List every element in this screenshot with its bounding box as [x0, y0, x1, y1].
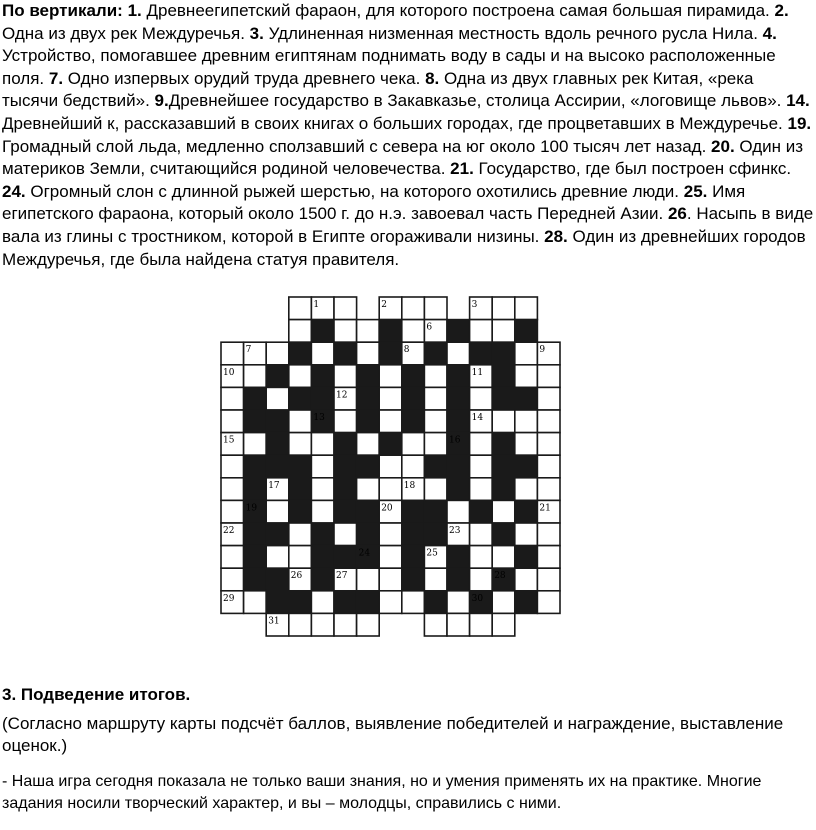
- clue-text: Древнейший к, рассказавший в своих книгах о больших городах, где процветавших в Междуречье.: [2, 113, 788, 133]
- crossword-number: 29: [223, 593, 235, 604]
- crossword-number: 9: [539, 345, 546, 356]
- crossword-cell: [379, 523, 402, 546]
- crossword-cell: [402, 591, 425, 614]
- crossword-black-cell: [447, 387, 470, 410]
- crossword-cell: [402, 433, 425, 456]
- crossword-cell: [379, 410, 402, 433]
- crossword-cell: [379, 478, 402, 501]
- crossword-cell: [311, 433, 334, 456]
- crossword-cell: [492, 410, 515, 433]
- crossword-cell: [492, 591, 515, 614]
- clue-number: 25.: [683, 181, 708, 201]
- crossword-black-cell: [357, 455, 380, 478]
- crossword-black-cell: [311, 320, 334, 343]
- clue-number: 7.: [48, 68, 64, 88]
- crossword-black-cell: [447, 410, 470, 433]
- crossword-black-cell: [402, 568, 425, 591]
- crossword-number: 28: [494, 571, 506, 582]
- crossword-cell: [244, 433, 267, 456]
- crossword-cell: [515, 342, 538, 365]
- crossword-cell: [492, 297, 515, 320]
- crossword-black-cell: [334, 433, 357, 456]
- crossword-cell: [402, 297, 425, 320]
- crossword-black-cell: [266, 568, 289, 591]
- crossword-number: 26: [290, 571, 303, 582]
- crossword-black-cell: [244, 523, 267, 546]
- crossword-black-cell: [379, 342, 402, 365]
- crossword-black-cell: [515, 591, 538, 614]
- crossword-black-cell: [492, 365, 515, 388]
- crossword-cell: [357, 613, 380, 636]
- crossword-black-cell: [311, 365, 334, 388]
- crossword-cell: [470, 320, 493, 343]
- clue-text: Имя египетского фараона, который около 1500 г. до н.э. завоевал часть Передней Азии.: [2, 181, 746, 224]
- crossword-black-cell: [402, 365, 425, 388]
- crossword-black-cell: [289, 387, 312, 410]
- crossword-cell: [266, 500, 289, 523]
- clue-text: Одна из двух рек Междуречья.: [2, 23, 250, 43]
- crossword-black-cell: [311, 546, 334, 569]
- crossword-cell: [334, 613, 357, 636]
- crossword-number: 12: [336, 390, 348, 401]
- crossword-cell: [537, 478, 560, 501]
- crossword-cell: [424, 410, 447, 433]
- crossword-black-cell: [266, 365, 289, 388]
- crossword-number: 6: [426, 322, 433, 333]
- crossword-cell: [289, 410, 312, 433]
- crossword-black-cell: [424, 523, 447, 546]
- crossword-black-cell: [424, 591, 447, 614]
- crossword-black-cell: [357, 387, 380, 410]
- crossword-number: 18: [403, 480, 416, 491]
- crossword-black-cell: [244, 568, 267, 591]
- crossword-cell: [424, 478, 447, 501]
- crossword-black-cell: [492, 342, 515, 365]
- crossword-cell: [515, 478, 538, 501]
- crossword-cell: [311, 478, 334, 501]
- crossword-black-cell: [424, 342, 447, 365]
- crossword-cell: [447, 613, 470, 636]
- crossword-cell: [492, 613, 515, 636]
- crossword-number: 17: [268, 480, 280, 491]
- crossword-black-cell: [447, 568, 470, 591]
- crossword-black-cell: [334, 455, 357, 478]
- crossword-black-cell: [244, 410, 267, 433]
- crossword-cell: [244, 365, 267, 388]
- crossword-cell: [537, 365, 560, 388]
- clue-number: 20.: [711, 136, 735, 156]
- crossword-cell: [289, 523, 312, 546]
- crossword-cell: [266, 342, 289, 365]
- crossword-black-cell: [266, 455, 289, 478]
- section-text: - Наша игра сегодня показала не только ваши знания, но и умения применять их на практике. Многие задания носили творческий характер, и вы – молодцы, справились с ними.: [2, 773, 762, 812]
- crossword-cell: [492, 500, 515, 523]
- crossword-black-cell: [357, 365, 380, 388]
- crossword-cell: [402, 320, 425, 343]
- clues-heading: По вертикали:: [2, 1, 123, 20]
- crossword-black-cell: [289, 500, 312, 523]
- crossword-number: 3: [471, 300, 478, 310]
- clue-number: 14.: [786, 91, 810, 111]
- crossword-cell: [424, 297, 447, 320]
- crossword-black-cell: [289, 591, 312, 614]
- crossword-black-cell: [244, 478, 267, 501]
- clue-number: 21.: [450, 159, 474, 179]
- crossword-black-cell: [244, 455, 267, 478]
- crossword-cell: [470, 546, 493, 569]
- crossword-cell: [266, 387, 289, 410]
- crossword-cell: [334, 523, 357, 546]
- crossword-black-cell: [447, 478, 470, 501]
- crossword-number: 21: [539, 503, 551, 514]
- crossword-cell: [515, 297, 538, 320]
- crossword-cell: [470, 433, 493, 456]
- crossword-cell: [379, 568, 402, 591]
- crossword-black-cell: [334, 500, 357, 523]
- clue-number: 3.: [249, 23, 264, 43]
- crossword-cell: [311, 613, 334, 636]
- crossword-cell: [221, 410, 244, 433]
- crossword-black-cell: [447, 320, 470, 343]
- crossword-cell: [424, 433, 447, 456]
- crossword-black-cell: [402, 546, 425, 569]
- clue-number: 9.: [154, 91, 169, 111]
- crossword-black-cell: [334, 478, 357, 501]
- crossword-cell: [289, 546, 312, 569]
- crossword-number: 20: [381, 503, 393, 514]
- crossword-cell: [311, 342, 334, 365]
- clue-number: 19.: [787, 113, 812, 133]
- clue-text: Один из древнейших городов Междуречья, где была найдена статуя правителя.: [2, 226, 806, 269]
- crossword-cell: [424, 365, 447, 388]
- clue-number: 26: [667, 204, 687, 224]
- crossword-black-cell: [379, 433, 402, 456]
- crossword-cell: [402, 455, 425, 478]
- crossword-black-cell: [244, 546, 267, 569]
- crossword-cell: [221, 342, 244, 365]
- crossword-cell: [537, 568, 560, 591]
- crossword-number: 30: [471, 593, 484, 604]
- crossword-number: 10: [223, 367, 235, 378]
- crossword-cell: [470, 455, 493, 478]
- crossword-cell: [537, 591, 560, 614]
- clue-text: Громадный слой льда, медленно сползавший с севера на юг около 100 тысяч лет назад.: [2, 136, 712, 156]
- crossword-black-cell: [424, 500, 447, 523]
- section-note: (Согласно маршруту карты подсчёт баллов, выявление победителей и награждение, выставление оценок.): [2, 714, 784, 755]
- crossword-cell: [515, 568, 538, 591]
- crossword-black-cell: [515, 455, 538, 478]
- crossword-cell: [447, 591, 470, 614]
- crossword-cell: [537, 546, 560, 569]
- clue-text: Огромный слон с длинной рыжей шерстью, на которого охотились древние люди.: [25, 181, 684, 201]
- crossword-cell: [379, 387, 402, 410]
- crossword-black-cell: [492, 478, 515, 501]
- crossword-black-cell: [311, 523, 334, 546]
- clue-text: Государство, где был построен сфинкс.: [473, 159, 792, 179]
- crossword-black-cell: [424, 455, 447, 478]
- crossword-black-cell: [447, 455, 470, 478]
- crossword-number: 7: [245, 345, 252, 356]
- crossword-cell: [537, 433, 560, 456]
- crossword-cell: [311, 455, 334, 478]
- crossword-cell: [334, 365, 357, 388]
- crossword-black-cell: [492, 455, 515, 478]
- crossword-black-cell: [515, 546, 538, 569]
- crossword-black-cell: [334, 591, 357, 614]
- crossword-cell: [334, 320, 357, 343]
- crossword-cell: [334, 410, 357, 433]
- crossword-black-cell: [244, 387, 267, 410]
- crossword-cell: [221, 478, 244, 501]
- crossword-cell: [379, 591, 402, 614]
- crossword-number: 13: [313, 413, 325, 423]
- clue-text: Древнеегипетский фараон, для которого построена самая большая пирамида.: [141, 1, 775, 20]
- crossword-cell: [289, 320, 312, 343]
- crossword-cell: [537, 387, 560, 410]
- clue-text: . Насыпь в виде вала из глины с тростником, которой в Египте огораживали низины.: [2, 204, 814, 246]
- crossword-cell: [357, 320, 380, 343]
- crossword-number: 31: [268, 616, 280, 627]
- clue-text: Одна из двух главных рек Китая, «река тысячи бедствий».: [2, 68, 754, 111]
- crossword-black-cell: [357, 410, 380, 433]
- crossword-cell: [470, 523, 493, 546]
- crossword-cell: [424, 387, 447, 410]
- crossword-number: 22: [223, 526, 235, 536]
- crossword-cell: [311, 591, 334, 614]
- crossword-cell: [492, 320, 515, 343]
- clue-number: 1.: [127, 1, 142, 20]
- crossword-cell: [470, 613, 493, 636]
- crossword-black-cell: [492, 523, 515, 546]
- crossword-black-cell: [357, 591, 380, 614]
- crossword-black-cell: [447, 546, 470, 569]
- crossword-cell: [537, 455, 560, 478]
- crossword-cell: [379, 365, 402, 388]
- crossword-black-cell: [266, 410, 289, 433]
- crossword-cell: [357, 478, 380, 501]
- crossword-cell: [244, 591, 267, 614]
- crossword-black-cell: [334, 342, 357, 365]
- crossword-number: 2: [381, 300, 387, 310]
- crossword-number: 16: [449, 435, 461, 446]
- clue-text: Устройство, помогавшее древним египтянам поднимать воду в сады и на высоко расположенные поля.: [2, 46, 776, 88]
- crossword-cell: [221, 546, 244, 569]
- crossword-cell: [357, 568, 380, 591]
- crossword-black-cell: [492, 433, 515, 456]
- crossword-black-cell: [447, 365, 470, 388]
- clues-paragraph: [2, 0, 814, 271]
- crossword-black-cell: [379, 320, 402, 343]
- crossword-black-cell: [515, 320, 538, 343]
- crossword-cell: [311, 500, 334, 523]
- crossword-cell: [289, 365, 312, 388]
- clue-text: Одно изпервых орудий труда древнего чека.: [63, 68, 426, 88]
- crossword-black-cell: [357, 523, 380, 546]
- crossword-grid: [219, 295, 584, 660]
- clue-text: Один из материков Земли, считающийся родиной человечества.: [2, 136, 804, 179]
- crossword-cell: [334, 297, 357, 320]
- crossword-cell: [221, 387, 244, 410]
- crossword-cell: [537, 523, 560, 546]
- crossword-black-cell: [266, 523, 289, 546]
- crossword-black-cell: [266, 591, 289, 614]
- crossword-cell: [492, 546, 515, 569]
- crossword-cell: [515, 410, 538, 433]
- crossword-number: 1: [313, 300, 320, 310]
- crossword-number: 15: [223, 435, 235, 446]
- crossword-cell: [289, 297, 312, 320]
- crossword-black-cell: [402, 500, 425, 523]
- crossword-cell: [379, 455, 402, 478]
- crossword-black-cell: [311, 387, 334, 410]
- clue-list: [2, 1, 813, 269]
- crossword-black-cell: [492, 387, 515, 410]
- crossword-black-cell: [334, 546, 357, 569]
- clue-text: Древнейшее государство в Закавказье, столица Ассирии, «логовище львов».: [168, 91, 787, 111]
- crossword-cell: [470, 568, 493, 591]
- crossword-cell: [221, 500, 244, 523]
- crossword-black-cell: [289, 478, 312, 501]
- crossword-number: 11: [471, 367, 484, 378]
- crossword-black-cell: [515, 387, 538, 410]
- crossword-black-cell: [402, 523, 425, 546]
- crossword-cell: [424, 613, 447, 636]
- crossword-number: 8: [403, 345, 410, 356]
- clue-number: 8.: [425, 68, 440, 88]
- crossword-cell: [447, 500, 470, 523]
- crossword-black-cell: [289, 455, 312, 478]
- crossword-cell: [424, 568, 447, 591]
- clue-number: 2.: [774, 1, 789, 20]
- crossword-cell: [221, 455, 244, 478]
- crossword-black-cell: [402, 410, 425, 433]
- crossword-black-cell: [470, 500, 493, 523]
- crossword-black-cell: [311, 568, 334, 591]
- crossword-black-cell: [289, 342, 312, 365]
- crossword-cell: [447, 342, 470, 365]
- crossword-number: 27: [336, 571, 348, 582]
- crossword-cell: [266, 546, 289, 569]
- crossword-cell: [515, 433, 538, 456]
- crossword-black-cell: [470, 342, 493, 365]
- crossword-cell: [289, 613, 312, 636]
- crossword-cell: [515, 365, 538, 388]
- crossword-cell: [357, 433, 380, 456]
- crossword-cell: [470, 478, 493, 501]
- crossword-number: 19: [245, 503, 258, 514]
- crossword-cell: [379, 546, 402, 569]
- crossword-black-cell: [266, 433, 289, 456]
- clue-number: 28.: [544, 226, 568, 246]
- crossword-cell: [221, 568, 244, 591]
- clue-number: 4.: [762, 23, 777, 43]
- crossword-cell: [357, 342, 380, 365]
- crossword-black-cell: [515, 500, 538, 523]
- crossword-cell: [515, 523, 538, 546]
- crossword-cell: [537, 410, 560, 433]
- crossword-cell: [289, 433, 312, 456]
- crossword-number: 25: [426, 548, 438, 559]
- clue-number: 24.: [2, 181, 26, 201]
- clue-text: Удлиненная низменная местность вдоль речного русла Нила.: [263, 23, 763, 43]
- crossword-number: 24: [358, 548, 371, 559]
- crossword-cell: [470, 387, 493, 410]
- crossword-number: 23: [449, 526, 461, 536]
- section-title: 3. Подведение итогов.: [2, 685, 191, 704]
- crossword-number: 14: [471, 413, 484, 423]
- crossword-black-cell: [402, 387, 425, 410]
- crossword-black-cell: [357, 500, 380, 523]
